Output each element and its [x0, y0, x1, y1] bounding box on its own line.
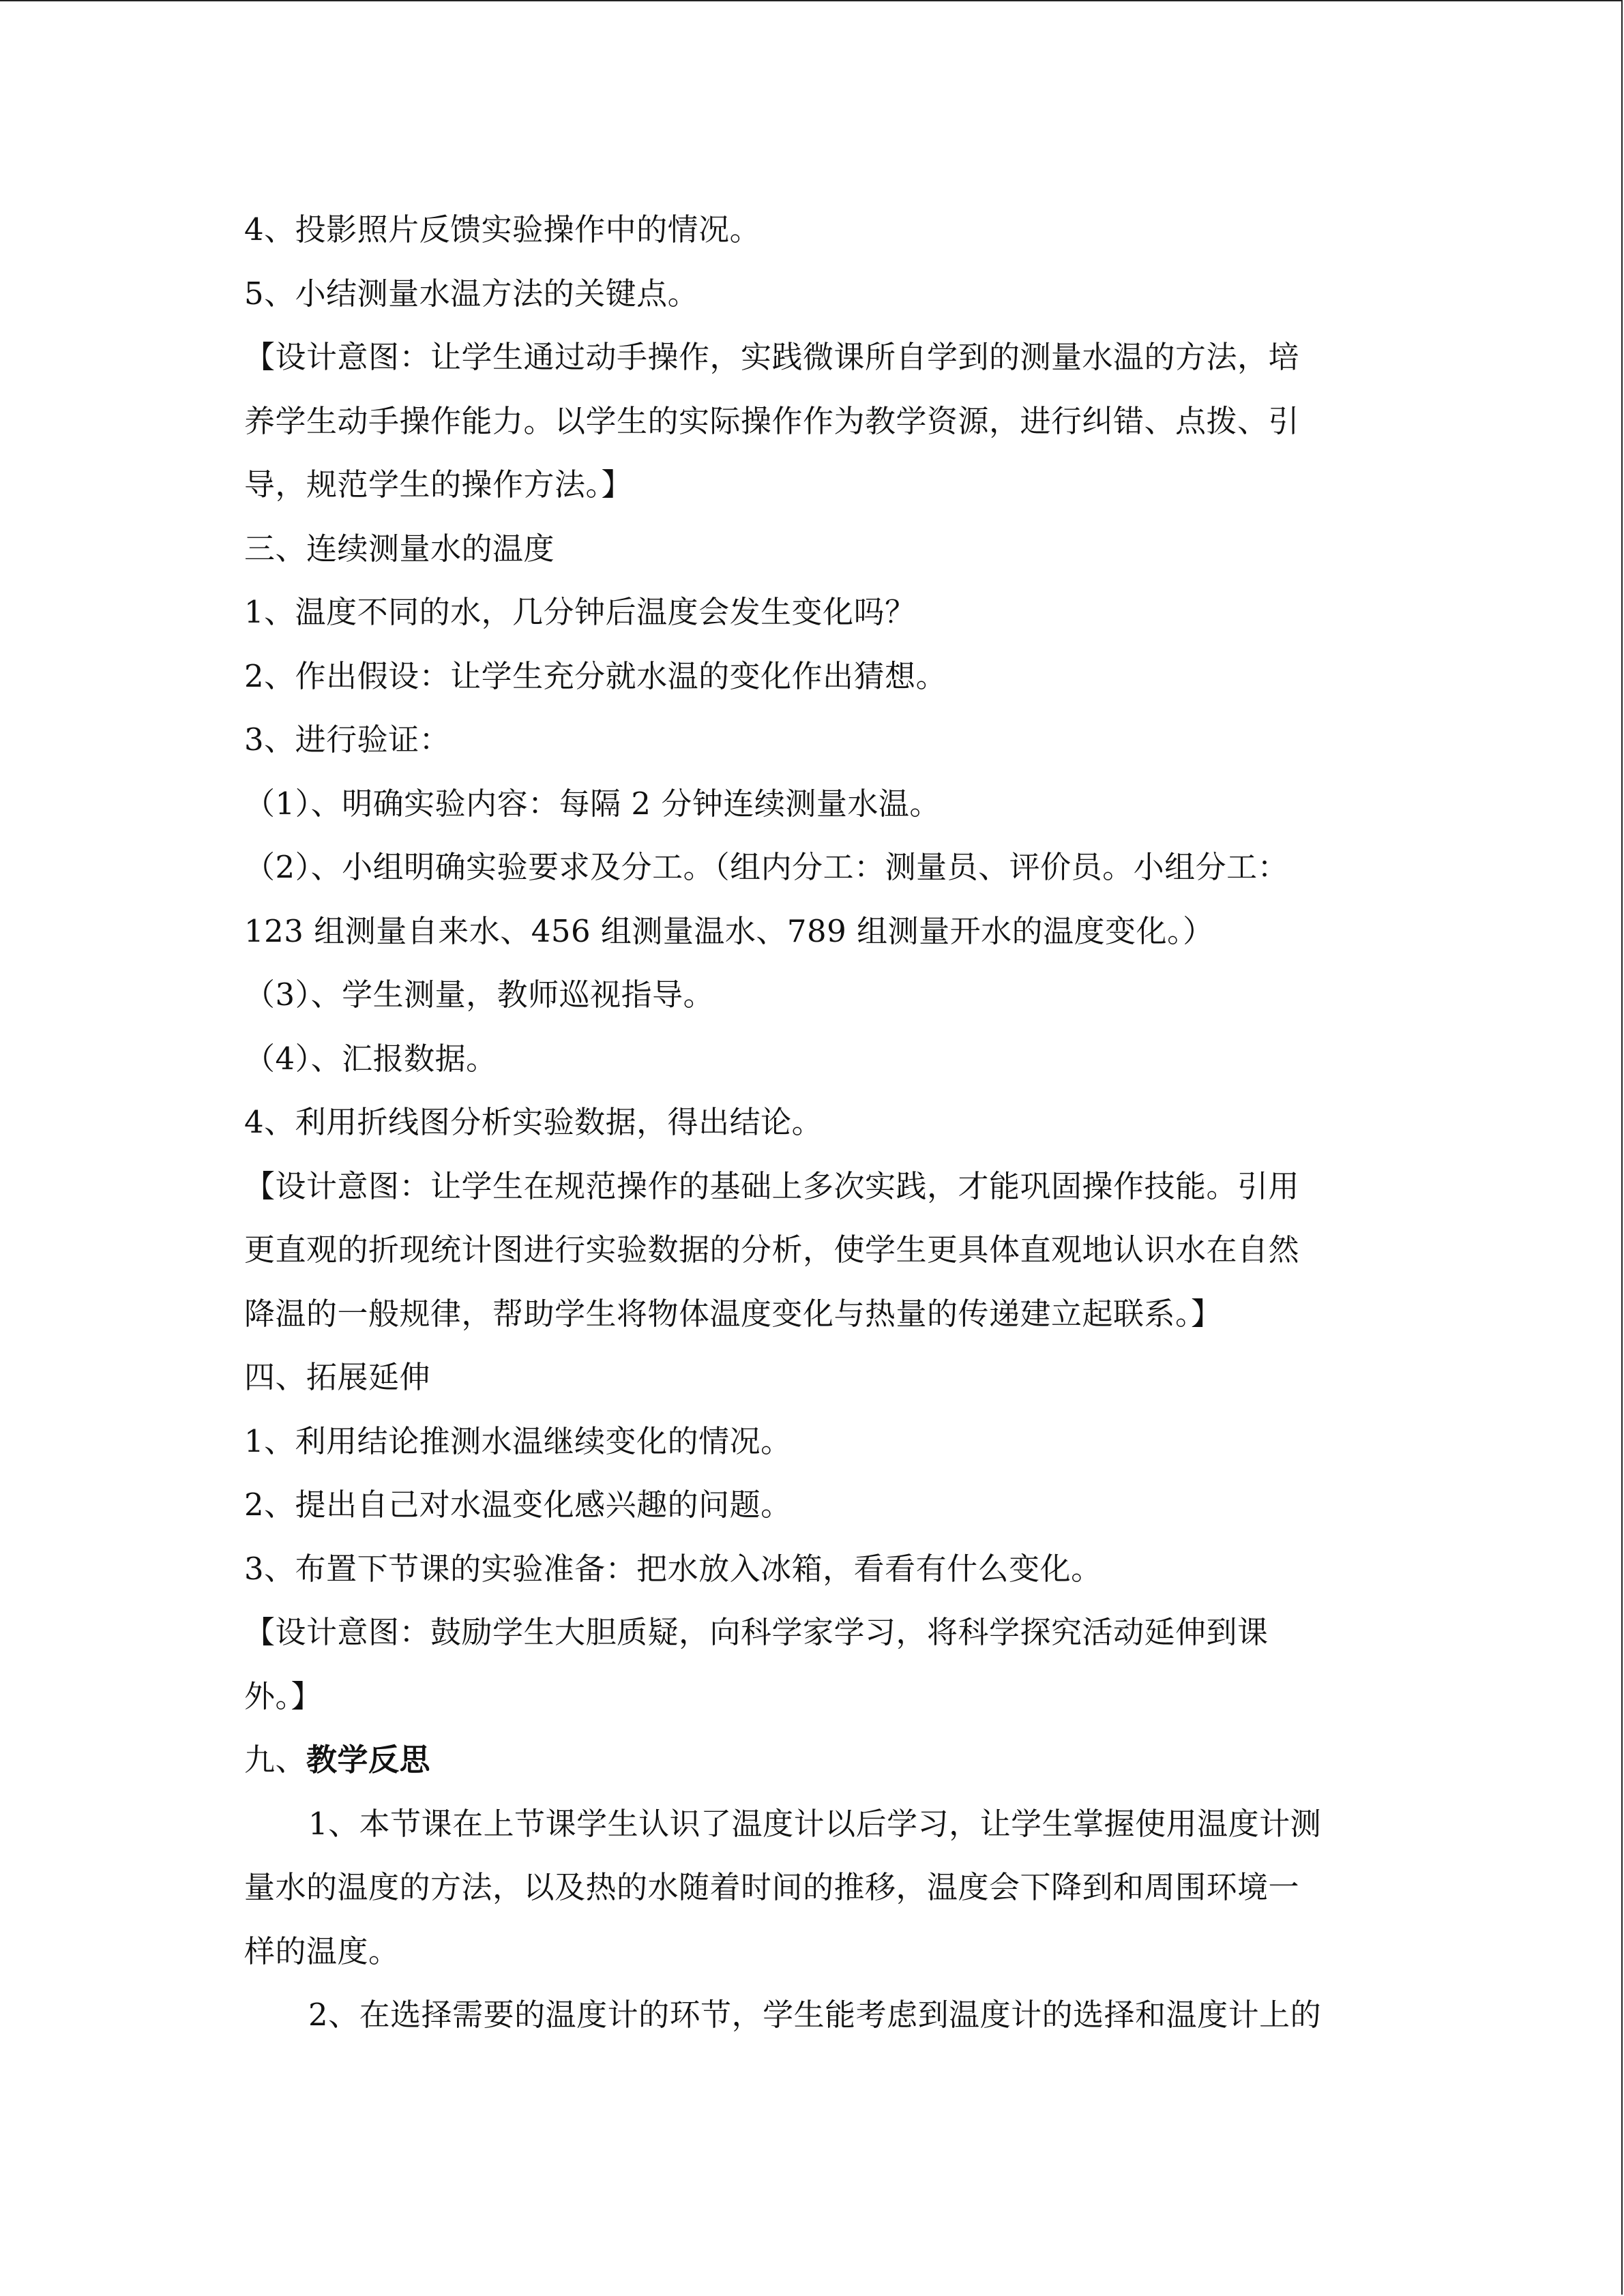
- reflection-heading-prefix: 九、: [244, 1742, 307, 1778]
- design-intent-line: 养学生动手操作能力。以学生的实际操作作为教学资源，进行纠错、点拨、引: [244, 402, 1300, 439]
- text-line: （2）、小组明确实验要求及分工。（组内分工：测量员、评价员。小组分工：: [244, 849, 1289, 885]
- design-intent-line: 更直观的折现统计图进行实验数据的分析，使学生更具体直观地认识水在自然: [244, 1232, 1300, 1268]
- text-line: （3）、学生测量，教师巡视指导。: [244, 976, 715, 1013]
- section-heading: 三、连续测量水的温度: [244, 530, 555, 567]
- text-line: （1）、明确实验内容：每隔 2 分钟连续测量水温。: [244, 785, 941, 822]
- text-line: 3、进行验证：: [244, 721, 451, 758]
- design-intent-line: 导，规范学生的操作方法。】: [244, 466, 633, 503]
- reflection-paragraph-line: 量水的温度的方法，以及热的水随着时间的推移，温度会下降到和周围环境一: [244, 1869, 1300, 1905]
- text-line: 2、提出自己对水温变化感兴趣的问题。: [244, 1487, 792, 1523]
- design-intent-line: 外。】: [244, 1678, 323, 1714]
- design-intent-line: 【设计意图：鼓励学生大胆质疑，向科学家学习，将科学探究活动延伸到课: [244, 1614, 1269, 1650]
- text-line: 1、温度不同的水，几分钟后温度会发生变化吗？: [244, 594, 916, 630]
- reflection-paragraph-line: 样的温度。: [244, 1933, 400, 1969]
- text-line: 5、小结测量水温方法的关键点。: [244, 275, 699, 312]
- text-line: 2、作出假设：让学生充分就水温的变化作出猜想。: [244, 657, 947, 694]
- document-body: [244, 198, 1376, 2047]
- design-intent-line: 降温的一般规律，帮助学生将物体温度变化与热量的传递建立起联系。】: [244, 1295, 1222, 1332]
- design-intent-line: 【设计意图：让学生通过动手操作，实践微课所自学到的测量水温的方法，培: [244, 339, 1300, 375]
- reflection-paragraph-line: 2、在选择需要的温度计的环节，学生能考虑到温度计的选择和温度计上的: [308, 1997, 1322, 2033]
- text-line: （4）、汇报数据。: [244, 1040, 497, 1077]
- text-line: 3、布置下节课的实验准备：把水放入冰箱，看看有什么变化。: [244, 1550, 1102, 1587]
- text-line: 4、利用折线图分析实验数据，得出结论。: [244, 1104, 823, 1140]
- reflection-heading-title: 教学反思: [306, 1742, 431, 1778]
- reflection-paragraph-line: 1、本节课在上节课学生认识了温度计以后学习，让学生掌握使用温度计测: [308, 1805, 1322, 1842]
- reflection-heading: [244, 1728, 1376, 1792]
- text-line: 123 组测量自来水、456 组测量温水、789 组测量开水的温度变化。）: [244, 912, 1214, 949]
- text-line: 4、投影照片反馈实验操作中的情况。: [244, 211, 761, 248]
- text-line: 1、利用结论推测水温继续变化的情况。: [244, 1422, 792, 1459]
- section-heading: 四、拓展延伸: [244, 1359, 431, 1395]
- design-intent-line: 【设计意图：让学生在规范操作的基础上多次实践，才能巩固操作技能。引用: [244, 1167, 1300, 1204]
